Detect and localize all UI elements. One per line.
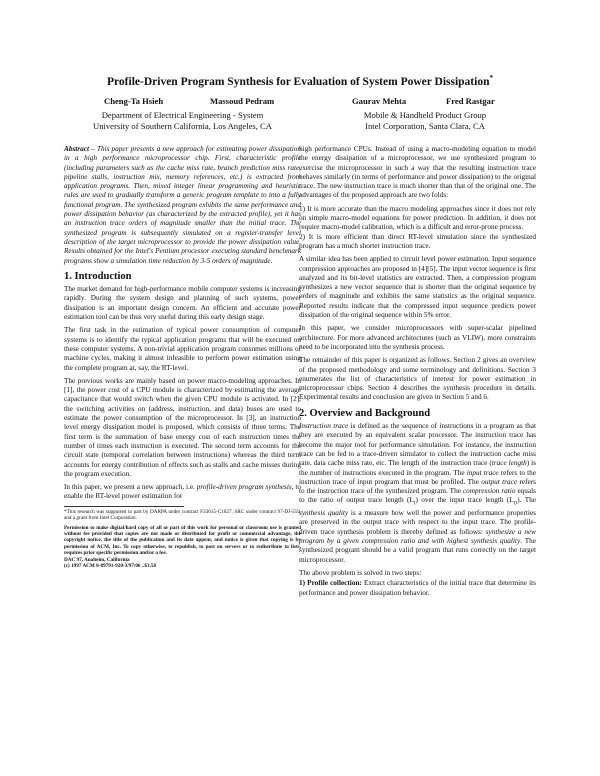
affiliation-left	[64, 110, 301, 132]
intro-paragraph-4: In this paper, we present a new approach, i.e. profile-driven program synthesis, to enable the RT-level power estimation for	[64, 483, 302, 501]
intro-paragraph-2: The first task in the estimation of typical power consumption of computer systems is to identify the typical application programs that will be executed on these computer systems. A non-trivial application program consumes millions of machine cycles, making it almost infeasible to perform power estimation using the complete program at, say, the RT-level.	[64, 326, 301, 372]
author-1: Cheng-Ta Hsieh	[104, 96, 164, 106]
author-4: Fred Rastgar	[446, 96, 495, 106]
left-column	[64, 145, 301, 569]
paper-title: Profile-Driven Program Synthesis for Evaluation of System Power Dissipation*	[107, 74, 493, 88]
conference-line: DAC 97, Anaheim, California	[64, 556, 130, 563]
right-paragraph-6: The remainder of this paper is organized as follows. Section 2 gives an overview of the proposed methodology and some terminology and definitions. Section 3 enumerates the list of characteristics of interest for power estimation in microprocessor chips. Section 4 describes the synthesis procedure in details. Experimental results and conclusion are given in Section 5 and 6.	[299, 356, 536, 402]
right-column	[299, 145, 536, 602]
abstract	[64, 145, 301, 266]
right-paragraph-4: A similar idea has been applied to circuit level power estimation. Input sequence compression approaches are proposed in [4][5]. The input vector sequence is first analyzed and its bit-level statistics are extracted. Then, a compression program synthesizes a new vector sequence that is shorter than the original sequence by orders of magnitude and exhibits the same statistics as the original sequence. Reported results indicate that the compressed input sequence predicts power dissipation of the original sequence within 5% error.	[299, 255, 536, 320]
abstract-label: Abstract	[64, 145, 89, 153]
section-1-heading: 1. Introduction	[64, 270, 132, 282]
copyright-line: (c) 1997 ACM 0-89791-920-3/97/06 ..$3.50	[64, 562, 157, 569]
right-paragraph-5: In this paper, we consider microprocessors with super-scalar pipelined architecture. For more advanced architectures (such as VLIW), more constraints need to be incorporated into the synthesis process.	[299, 324, 536, 351]
footnote-divider	[64, 506, 184, 507]
steps-intro: The above problem is solved in two steps:	[299, 568, 422, 577]
intro-paragraph-1: The market demand for high-performance mobile computer systems is increasing rapidly. During the system design and planning of such systems, power dissipation is an important design concern. An efficient and accurate power estimation tool can be thus very useful during this early design stage.	[64, 285, 301, 322]
step-1: 1) Profile collection: Extract characteristics of the initial trace that determine its performance and power dissipation behavior.	[299, 579, 536, 597]
affiliation-right-line2: Intel Corporation, Santa Clara, CA	[365, 121, 485, 131]
affiliation-right	[330, 110, 520, 132]
affiliation-left-line2: University of Southern California, Los Angeles, CA	[92, 121, 272, 131]
affiliation-left-line1: Department of Electrical Engineering - System	[101, 110, 264, 120]
section-2-heading: 2. Overview and Background	[299, 407, 431, 419]
permission-notice: Permission to make digital/hard copy of all or part of this work for personal or classroom use is granted without fee provided that copies are not made or distributed for profit or commercial advantage, the copyright notice, the title of the publication and its date appear, and notice is given that copying is by permission of ACM, Inc. To copy otherwise, to republish, to post on servers or to redistribute to lists, requires prior specific permission and/or a fee.	[64, 524, 301, 557]
right-paragraph-1: high performance CPUs. Instead of using a macro-modeling equation to model the energy dissipation of a microprocessor, we use synthesized program to exercise the microprocessor in such a way that the resulting instruction trace behaves similarly (in terms of performance and power dissipation) to the original trace. The new instruction trace is much shorter than that of the original one. The advantages of the proposed approach are two folds:	[299, 145, 536, 200]
advantage-1: 1) It is more accurate than the macro modeling approaches since it does not rely on simple macro-model equations for power prediction. In addition, it does not require macro-model calibration, which is a difficult and error-prone process.	[299, 204, 536, 232]
abstract-text: – This paper presents a new approach for estimating power dissipation in a high performance microprocessor chip. First, characteristic profile (including parameters such as the cache miss rate, branch prediction miss rate, pipeline stalls, instruction mix, memory references, etc.) is extracted from application programs. Then, mixed integer linear programming and heuristic rules are used to gradually transform a generic program template to into a fully functional program. The synthesized program exhibits the same performance and power dissipation behavior (as characterized by the extracted profile), yet it has an instruction trace orders of magnitude smaller than the initial trace. The synthesized program is subsequently simulated on a register-transfer level description of the target microprocessor to provide the power dissipation value. Results obtained for the Intel's Pentium processor executing standard benchmark programs show a simulation time reduction by 3-5 orders of magnitude.	[64, 145, 301, 265]
title-footnote-mark: *	[489, 74, 493, 82]
definitions-paragraph: Instruction trace is defined as the sequence of instructions in a program as that they are executed by an equivalent scalar processor. The instruction trace has become the major tool for performance simulation. For instance, the instruction trace can be fed to a trace-driven simulator to collect the instruction cache miss rate, data cache miss rate, etc. The length of the instruction trace (trace length) is the number of instructions executed in the program. The input trace refers to the instruction trace of input program that must be profiled. The output trace refers to the instruction trace of the synthesized program. The compression ratio equals to the ratio of output trace length $(L_I)$ over the input trace length $(L_O)$. The synthesis quality is a measure how well the power and performance properties are preserved in the output trace with respect to the input trace. The profile-driven trace synthesis problem is thereby defined as follows: synthesize a new program by a given compression ratio and with highest synthesis quality. The synthesized program should be a valid program that runs correctly on the target microprocessor.	[299, 422, 537, 564]
affiliation-right-line1: Mobile & Handheld Product Group	[363, 110, 487, 120]
author-2: Massoud Pedram	[210, 96, 275, 106]
intro-paragraph-3: The previous works are mainly based on power macro-modeling approaches. In [1], the power cost of a CPU module is characterized by estimating the average capacitance that would switch when the given CPU module is activated. In [2], the switching activities on (address, instruction, and data) buses are used to estimate the power consumption of the microprocessor. In [3], an instruction level energy dissipation model is proposed, which consists of three terms: The first term is the summation of base energy cost of each instruction times the number of times each instruction is executed. The second term accounts for the circuit state (temporal correlation between instructions) whereas the third term accounts for energy contribution of effects such as stalls and cache misses during the program execution.	[64, 376, 301, 478]
footnote: *This research was supported in part by DARPA under contract F33615-C1627, SRC under contract 97-DJ-559, and a grant from Intel Corporation.	[64, 508, 301, 522]
advantage-2: 2) It is more efficient than direct RT-level simulation since the synthesized program has a much shorter instruction trace.	[299, 232, 536, 250]
author-3: Gaurav Mehta	[352, 96, 407, 106]
